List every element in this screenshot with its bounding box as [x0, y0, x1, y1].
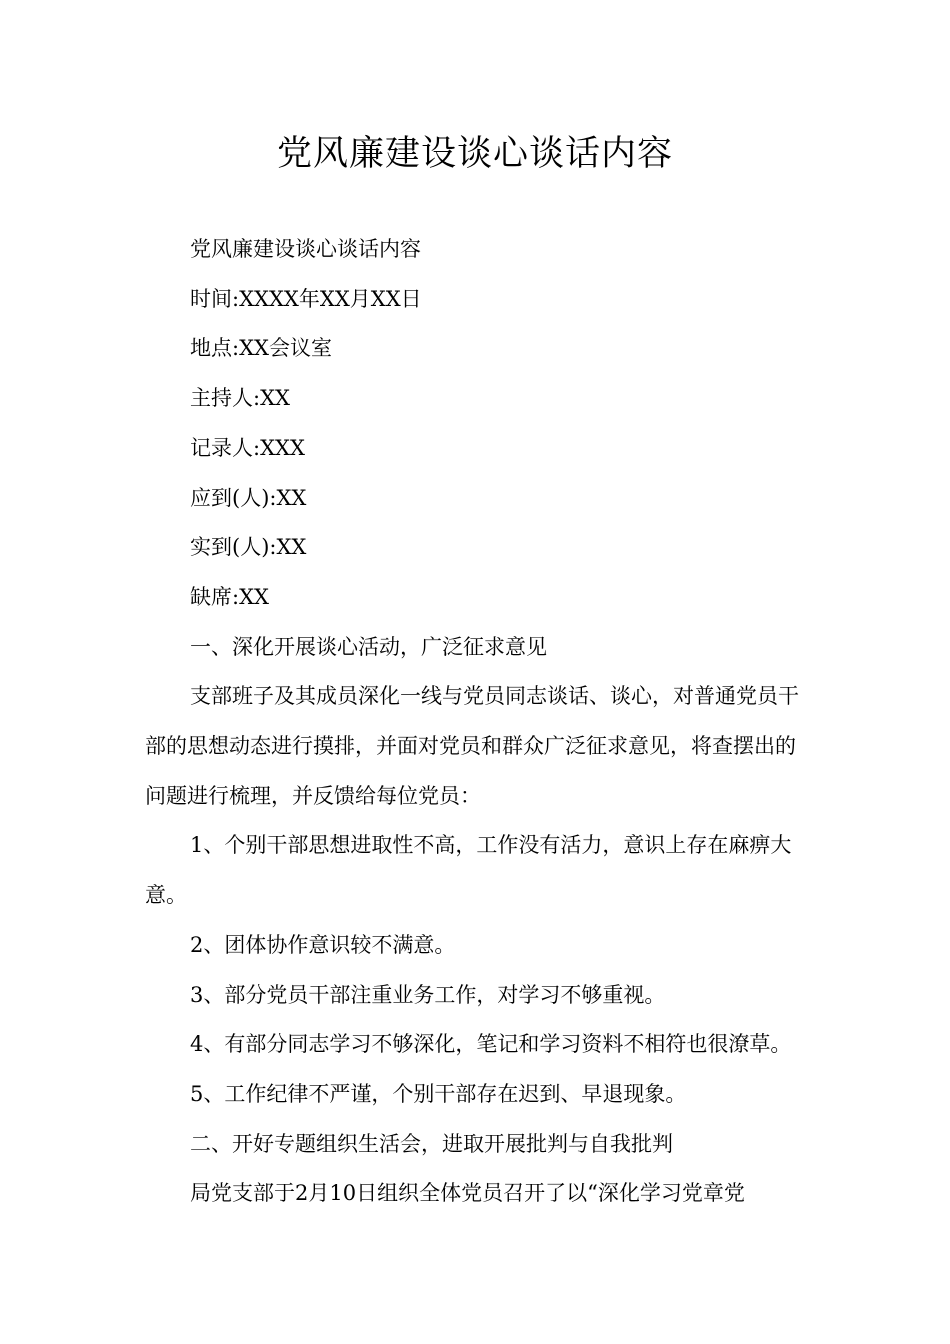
- paragraph-body-1: 支部班子及其成员深化一线与党员同志谈话、谈心，对普通党员干部的思想动态进行摸排，并面对党员和群众广泛征求意见，将查摆出的问题进行梳理，并反馈给每位党员：: [145, 684, 799, 808]
- document-title: 党风廉建设谈心谈话内容: [276, 134, 673, 174]
- paragraph-actual-attendance: 实到(人):XX: [190, 535, 307, 560]
- document-body: [145, 225, 815, 1219]
- paragraph-expected-attendance: 应到(人):XX: [190, 485, 307, 510]
- paragraph-time: 时间:XXXX年XX月XX日: [190, 286, 422, 311]
- paragraph-recorder: 记录人:XXX: [190, 435, 305, 460]
- section-heading-2: 二、开好专题组织生活会，进取开展批判与自我批判: [190, 1131, 673, 1156]
- list-item-5: 5、工作纪律不严谨，个别干部存在迟到、早退现象。: [190, 1081, 687, 1106]
- paragraph-location: 地点:XX会议室: [190, 336, 332, 361]
- list-item-3: 3、部分党员干部注重业务工作，对学习不够重视。: [190, 982, 666, 1007]
- paragraph-absent: 缺席:XX: [190, 584, 269, 609]
- paragraph-subtitle: 党风廉建设谈心谈话内容: [190, 237, 421, 261]
- section-heading-1: 一、深化开展谈心活动，广泛征求意见: [190, 634, 547, 659]
- list-item-1: 1、个别干部思想进取性不高，工作没有活力，意识上存在麻痹大意。: [145, 833, 792, 908]
- list-item-2: 2、团体协作意识较不满意。: [190, 932, 456, 957]
- paragraph-body-2: 局党支部于2月10日组织全体党员召开了以“深化学习党章党: [190, 1181, 745, 1206]
- list-item-4: 4、有部分同志学习不够深化，笔记和学习资料不相符也很潦草。: [190, 1032, 792, 1057]
- paragraph-host: 主持人:XX: [190, 386, 290, 411]
